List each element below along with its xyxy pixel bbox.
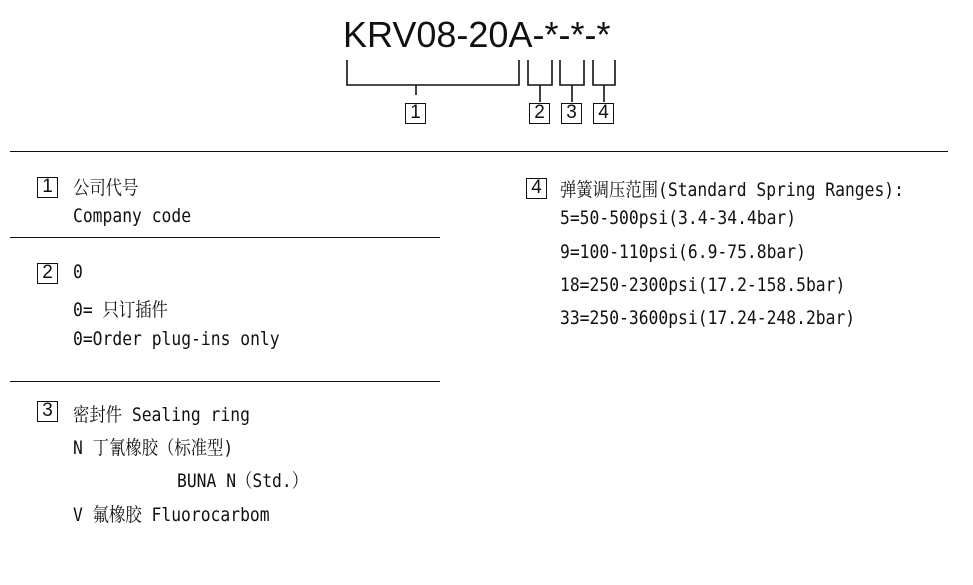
section-2-title: 0: [73, 261, 83, 283]
header-divider: [10, 151, 948, 152]
section-3-number: 3: [37, 401, 58, 422]
section-2-line-2: 0=Order plug-ins only: [73, 328, 280, 350]
section-4-line-3: 18=250-2300psi(17.2-158.5bar): [560, 274, 846, 296]
bracket-lines: [0, 0, 973, 130]
code-box-4: 4: [593, 103, 614, 124]
section-4-title: 弹簧调压范围(Standard Spring Ranges):: [560, 179, 904, 201]
code-box-3: 3: [561, 103, 582, 124]
code-box-1: 1: [405, 103, 426, 124]
section-3-title: 密封件 Sealing ring: [73, 404, 250, 426]
section-4-line-1: 5=50-500psi(3.4-34.4bar): [560, 207, 797, 229]
section-2-line-1: 0= 只订插件: [73, 299, 168, 321]
model-code: KRV08-20A-*-*-*: [343, 14, 611, 55]
section-2-number: 2: [37, 263, 58, 284]
section-3-line-1: N 丁氰橡胶（标准型): [73, 437, 234, 459]
code-box-2: 2: [529, 103, 550, 124]
section-1-title: 公司代号: [73, 177, 139, 199]
section-4-number: 4: [526, 178, 547, 199]
section-3-line-3: V 氟橡胶 Fluorocarbom: [73, 504, 270, 526]
section-4-line-2: 9=100-110psi(6.9-75.8bar): [560, 241, 806, 263]
divider-2-3: [10, 381, 440, 382]
section-1-number: 1: [37, 177, 58, 198]
section-3-line-2: BUNA N（Std.）: [177, 470, 309, 492]
divider-1-2: [10, 237, 440, 238]
section-1-line-1: Company code: [73, 205, 192, 227]
section-4-line-4: 33=250-3600psi(17.24-248.2bar): [560, 307, 856, 329]
